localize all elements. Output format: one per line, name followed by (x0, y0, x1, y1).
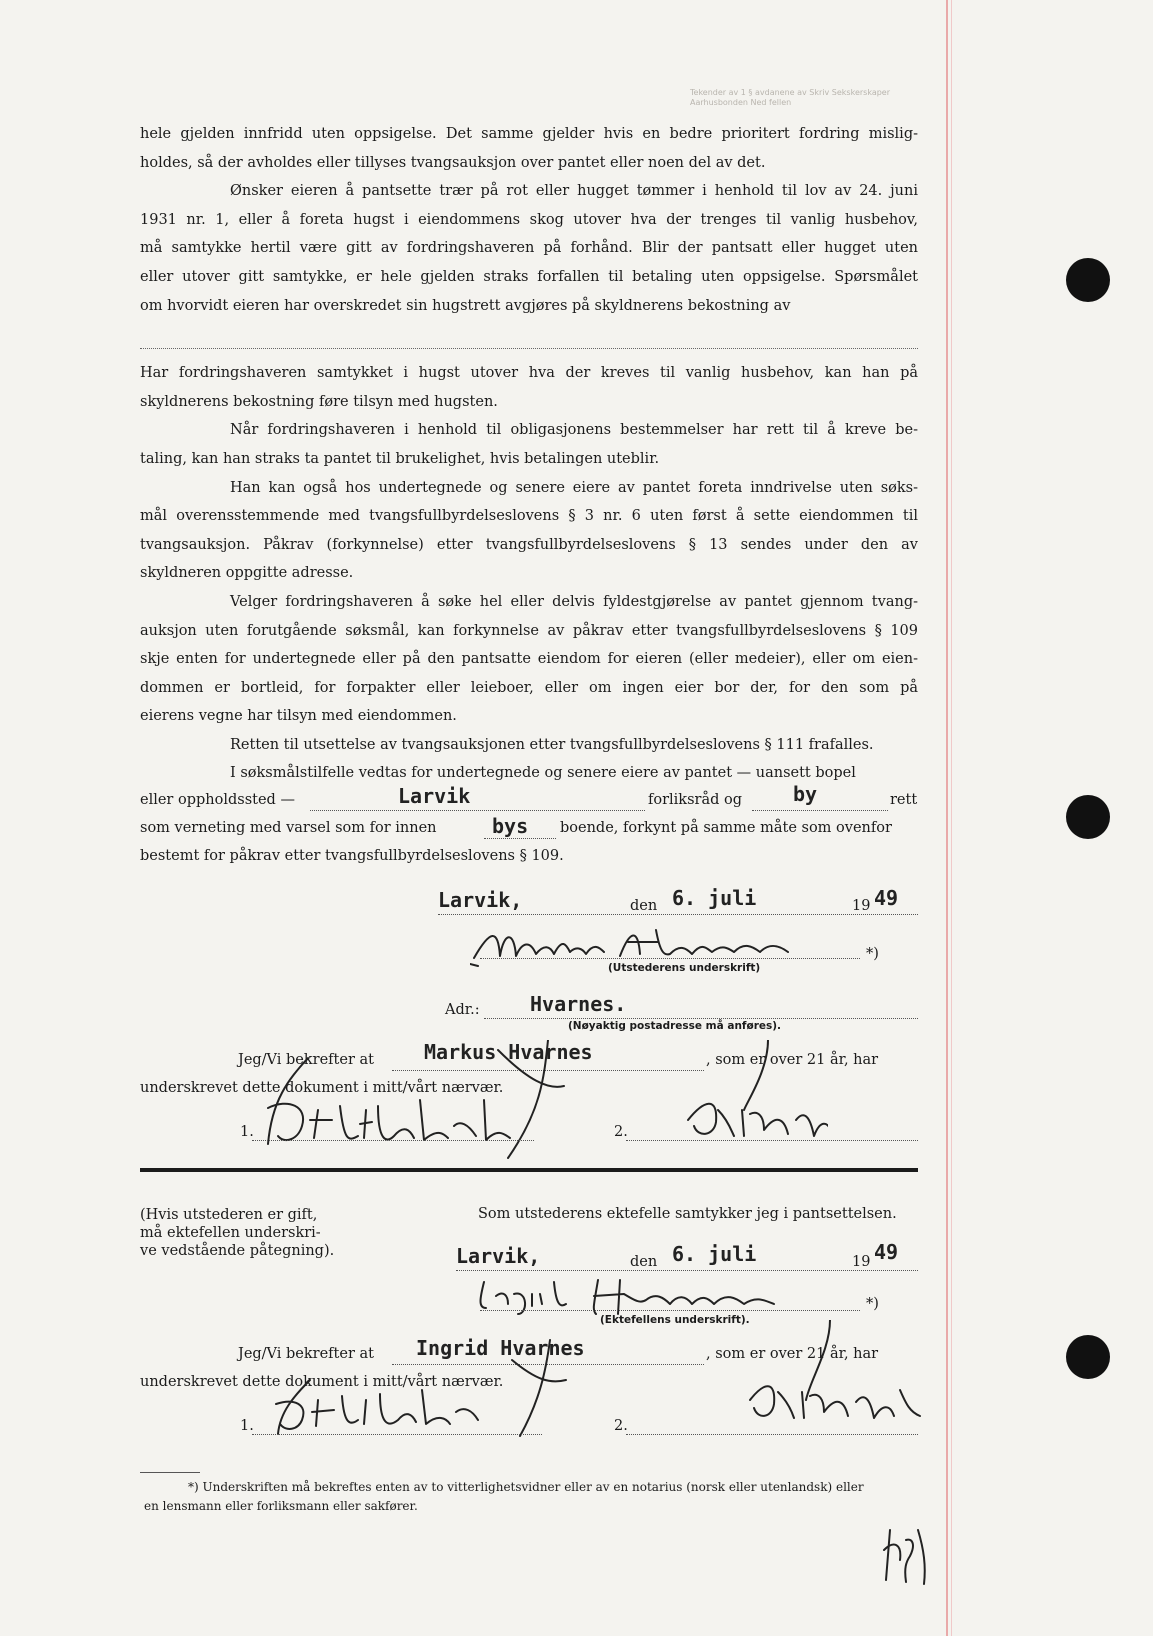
witness2-n2: 2. (614, 1418, 628, 1434)
spouse-year-prefix: 19 (852, 1254, 871, 1270)
witness1-n2: 2. (614, 1124, 628, 1140)
section-divider (140, 1168, 918, 1172)
text-line: taling, kan han straks ta pantet til brukelighet, hvis betalingen uteblir. (140, 450, 660, 467)
witness2-name: Ingrid Hvarnes (416, 1336, 585, 1360)
spouse-signature-line (480, 1310, 860, 1311)
text-line: eierens vegne har tilsyn med eiendommen. (140, 708, 457, 725)
spouse-year-suffix: 49 (874, 1240, 899, 1264)
text-line: Når fordringshaveren i henhold til obligasjonens bestemmelser har rett til å kreve be- (230, 422, 918, 439)
spouse-den: den (630, 1254, 658, 1270)
witness2-signatures (250, 1320, 930, 1440)
issuer-year-suffix: 49 (874, 886, 899, 910)
witness2-sig2-line (626, 1434, 918, 1435)
witness1-n1: 1. (240, 1124, 254, 1140)
spouse-signature (474, 1274, 834, 1318)
issuer-signature-line (480, 958, 860, 959)
text-line: mål overensstemmende med tvangsfullbyrdelseslovens § 3 nr. 6 uten først å sette eiendommen til (140, 508, 918, 525)
text-line: Har fordringshaveren samtykket i hugst utover hva der kreves til vanlig husbehov, kan han på (140, 365, 918, 382)
venue-place-line (310, 810, 645, 811)
issuer-sig-caption: (Utstederens underskrift) (608, 962, 761, 974)
witness2-post: , som er over 21 år, har (706, 1346, 879, 1362)
spouse-note-line3: ve vedstående påtegning). (140, 1243, 335, 1259)
text-line: Retten til utsettelse av tvangsauksjonen etter tvangsfullbyrdelseslovens § 111 frafalles. (230, 736, 874, 753)
witness2-pre: Jeg/Vi bekrefter at (238, 1346, 374, 1362)
binder-hole (1066, 258, 1110, 302)
text-line: Han kan også hos undertegnede og senere eiere av pantet foreta inndrivelse uten søks- (230, 479, 918, 496)
issuer-sig-mark: *) (866, 946, 879, 962)
venue-line2-pre: som verneting med varsel som for innen (140, 820, 437, 836)
margin-rule (946, 0, 948, 1636)
venue-court-line (752, 810, 888, 811)
header-note-line1: Tekender av 1 § avdanene av Skriv Sekskerskaper (690, 88, 891, 97)
text-line: skyldnerens bekostning føre tilsyn med hugsten. (140, 393, 498, 410)
text-line: holdes, så der avholdes eller tillyses tvangsauksjon over pantet eller noen del av det. (140, 154, 766, 171)
witness1-sig2-line (626, 1140, 918, 1141)
venue-mid: forliksråd og (648, 792, 743, 808)
spouse-place: Larvik, (456, 1244, 541, 1268)
issuer-den: den (630, 898, 658, 914)
witness1-name: Markus Hvarnes (424, 1040, 593, 1064)
footnote-rule (140, 1472, 200, 1473)
binder-hole (1066, 795, 1110, 839)
body-text (140, 120, 918, 788)
text-line: om hvorvidt eieren har overskredet sin hugstrett avgjøres på skyldnerens bekostning av (140, 297, 791, 314)
spouse-date-line (456, 1270, 918, 1271)
binder-hole (1066, 1335, 1110, 1379)
text-line: dommen er bortleid, for forpakter eller leieboer, eller om ingen eier bor der, for den som på (140, 679, 918, 696)
venue-pre: eller oppholdssted — (140, 792, 295, 808)
text-line: hele gjelden innfridd uten oppsigelse. Det samme gjelder hvis en bedre prioritert fordring mislig- (140, 126, 918, 142)
footnote-line2: en lensmann eller forliksmann eller sakfører. (144, 1499, 418, 1513)
venue-fill-line (484, 838, 556, 839)
witness1-pre: Jeg/Vi bekrefter at (238, 1052, 374, 1068)
venue-line2-fill: bys (492, 814, 529, 838)
venue-court: by (793, 782, 818, 806)
issuer-date-line (438, 914, 918, 915)
witness2-sig1-line (252, 1434, 542, 1435)
issuer-date: 6. juli (672, 886, 757, 910)
text-line: eller utover gitt samtykke, er hele gjelden straks forfallen til betaling uten oppsigelse. Spørsmålet (140, 268, 918, 285)
venue-line3: bestemt for påkrav etter tvangsfullbyrdelseslovens § 109. (140, 848, 564, 864)
text-line: skyldneren oppgitte adresse. (140, 565, 354, 582)
text-line: tvangsauksjon. Påkrav (forkynnelse) etter tvangsfullbyrdelseslovens § 13 sendes under den av (140, 536, 918, 553)
text-line: skje enten for undertegnede eller på den pantsatte eiendom for eieren (eller medeier), eller om eien- (140, 651, 918, 668)
issuer-adr-line (484, 1018, 918, 1019)
spouse-date: 6. juli (672, 1242, 757, 1266)
header-note-line2: Aarhusbonden Ned fellen (690, 98, 792, 107)
text-line: må samtykke hertil være gitt av fordringshaveren på forhånd. Blir der pantsatt eller hugget uten (140, 240, 918, 257)
text-line: 1931 nr. 1, eller å foreta hugst i eiendommens skog utover hva der trenges til vanlig husbehov, (140, 211, 918, 228)
issuer-year-prefix: 19 (852, 898, 871, 914)
witness2-line2: underskrevet dette dokument i mitt/vårt nærvær. (140, 1374, 504, 1390)
spouse-consent: Som utstederens ektefelle samtykker jeg i pantsettelsen. (478, 1206, 897, 1222)
witness1-line2: underskrevet dette dokument i mitt/vårt nærvær. (140, 1080, 504, 1096)
issuer-place: Larvik, (438, 888, 523, 912)
spouse-sig-caption: (Ektefellens underskrift). (600, 1314, 750, 1326)
venue-place: Larvik (398, 784, 471, 808)
venue-post: rett (890, 792, 918, 808)
spouse-note-line2: må ektefellen underskri- (140, 1225, 321, 1241)
witness2-n1: 1. (240, 1418, 254, 1434)
margin-rule-secondary (951, 0, 952, 1636)
page-initials (880, 1510, 940, 1590)
blank-fill-line (140, 320, 918, 349)
issuer-adr-label: Adr.: (445, 1002, 480, 1018)
spouse-sig-mark: *) (866, 1296, 879, 1312)
venue-line2-post: boende, forkynt på samme måte som ovenfor (560, 820, 892, 836)
witness1-signatures (248, 1040, 828, 1160)
text-line: I søksmålstilfelle vedtas for undertegnede og senere eiere av pantet — uansett bopel (230, 765, 856, 782)
text-line: auksjon uten forutgående søksmål, kan forkynnelse av påkrav etter tvangsfullbyrdelseslovens § 109 (140, 622, 918, 639)
spouse-note-line1: (Hvis utstederen er gift, (140, 1207, 318, 1223)
issuer-adr-caption: (Nøyaktig postadresse må anføres). (568, 1020, 782, 1032)
issuer-adr-value: Hvarnes. (530, 992, 627, 1016)
footnote-line1: *) Underskriften må bekreftes enten av to vitterlighetsvidner eller av en notarius (norsk eller utenlandsk) eller (188, 1480, 864, 1494)
witness1-post: , som er over 21 år, har (706, 1052, 879, 1068)
text-line: Ønsker eieren å pantsette trær på rot eller hugget tømmer i henhold til lov av 24. juni (230, 183, 918, 200)
witness1-sig1-line (252, 1140, 534, 1141)
text-line: Velger fordringshaveren å søke hel eller delvis fyldestgjørelse av pantet gjennom tvang- (230, 593, 918, 610)
